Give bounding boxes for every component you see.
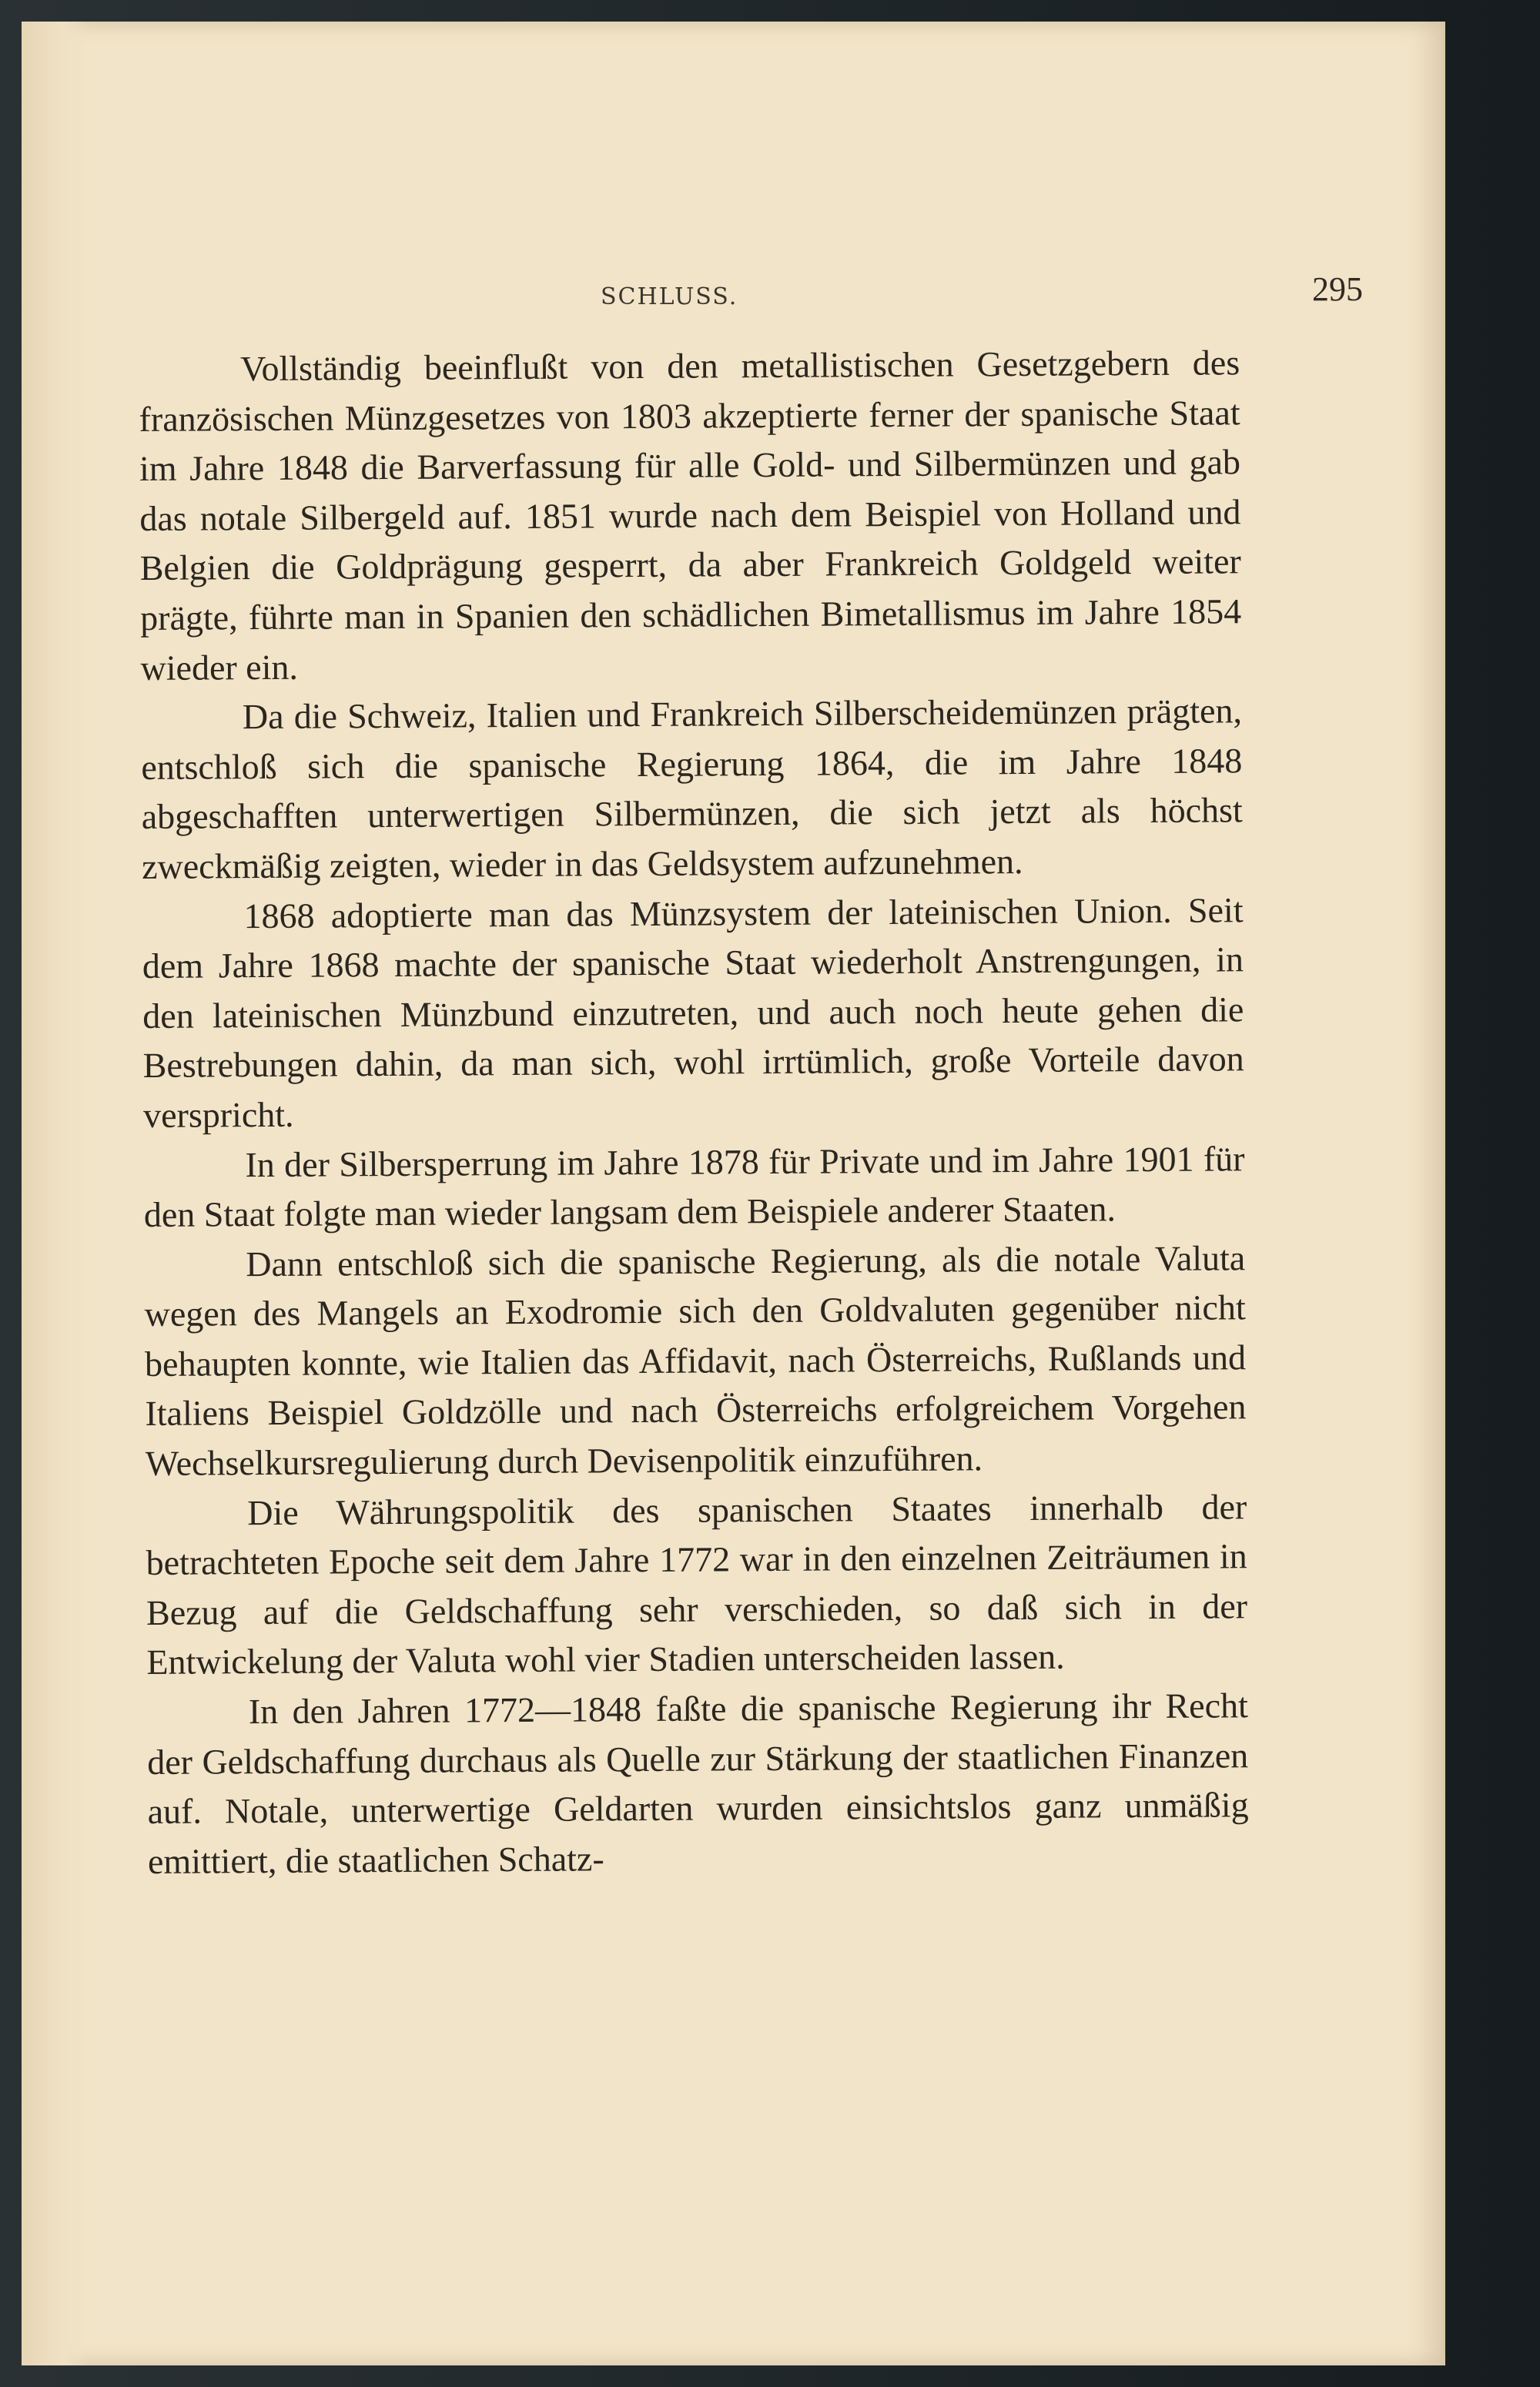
paragraph: Da die Schweiz, Italien und Frankreich Silberscheidemünzen prägten, entschloß sich die spanische Regierung 1864, die im Jahre 1848 abgeschafften unterwertigen Silbermünzen, die sich jetzt als höchst zweckmäßig zeigten, wieder in das Geldsystem aufzunehmen. [141,691,1243,886]
page-header [139,270,1363,316]
page-number: 295 [1312,270,1363,308]
paragraph: In den Jahren 1772—1848 faßte die spanische Regierung ihr Recht der Geldschaffung durchaus als Quelle zur Stärkung der staatlichen Finanzen auf. Notale, unterwertige Geldarten wurden einsichtslos ganz unmäßig emittiert, die staatlichen Schatz- [147,1686,1249,1881]
page-gutter [22,22,91,2365]
paragraph: 1868 adoptierte man das Münzsystem der lateinischen Union. Seit dem Jahre 1868 machte der spanische Staat wiederholt Anstrengungen, in den lateinischen Münzbund einzutreten, und auch noch heute gehen die Bestrebungen dahin, da man sich, wohl irrtümlich, große Vorteile davon verspricht. [142,889,1244,1135]
paragraph: In der Silbersperrung im Jahre 1878 für Private und im Jahre 1901 für den Staat folgte man wieder langsam dem Beispiele anderer Staaten. [143,1138,1245,1235]
paragraph: Dann entschloß sich die spanische Regierung, als die notale Valuta wegen des Mangels an Exodromie sich den Goldvaluten gegenüber nicht behaupten konnte, wie Italien das Affidavit, nach Österreichs, Rußlands und Italiens Beispiel Goldzölle und nach Österreichs erfolgreichem Vorgehen Wechselkursregulierung durch Devisenpolitik einzuführen. [144,1237,1247,1484]
body-text [139,338,1249,1886]
paragraph: Die Währungspolitik des spanischen Staates innerhalb der betrachteten Epoche seit dem Jahre 1772 war in den einzelnen Zeiträumen in Bezug auf die Geldschaffung sehr verschieden, so daß sich in der Entwickelung der Valuta wohl vier Stadien unterscheiden lassen. [146,1486,1248,1682]
running-head: SCHLUSS. [601,283,738,310]
paragraph: Vollständig beeinflußt von den metallistischen Gesetzgebern des französischen Münzgesetzes von 1803 akzeptierte ferner der spanische Staat im Jahre 1848 die Barverfassung für alle Gold- und Silbermünzen und gab das notale Silbergeld auf. 1851 wurde nach dem Beispiel von Holland und Belgien die Goldprägung gesperrt, da aber Frankreich Goldgeld weiter prägte, führte man in Spanien den schädlichen Bimetallismus im Jahre 1854 wieder ein. [139,343,1242,688]
